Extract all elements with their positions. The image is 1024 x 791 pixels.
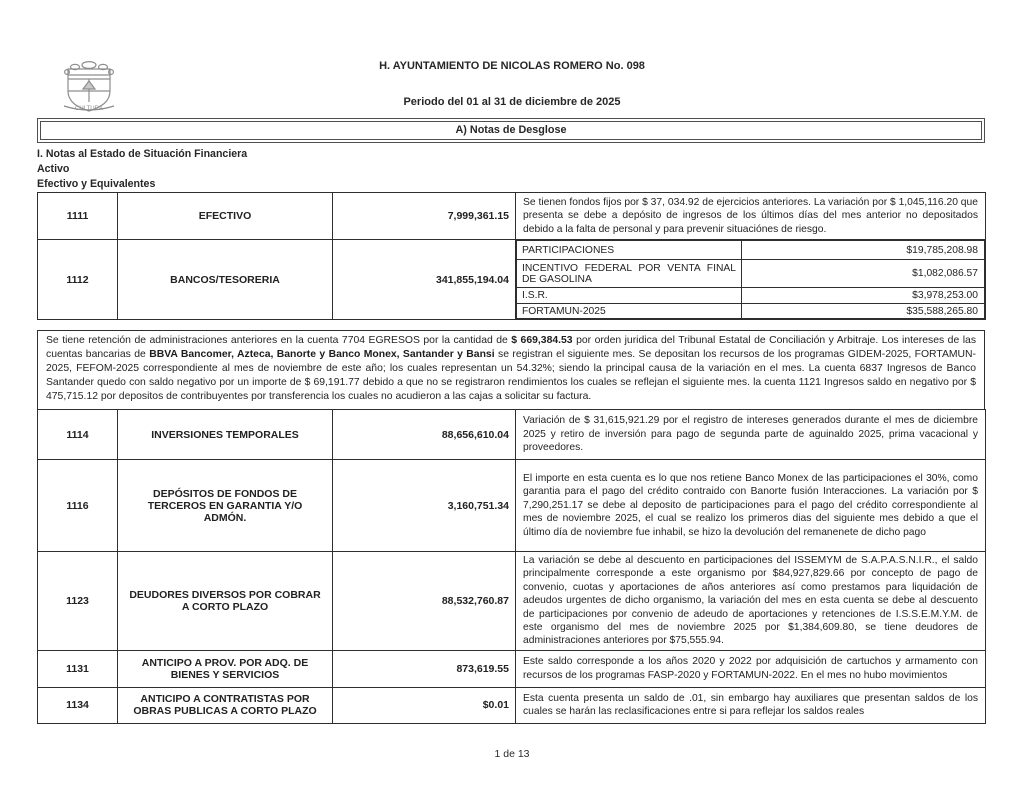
breakdown-label: I.S.R. (517, 288, 742, 304)
report-period: Periodo del 01 al 31 de diciembre de 2025 (403, 96, 621, 108)
table-row (38, 460, 986, 552)
account-note: La variación se debe al descuento en participaciones del ISSEMYM de S.A.P.A.S.N.I.R., el saldo principalmente corresponde a este organismo por $84,927,829.66 por concepto de pago de convenio, cuotas y aportaciones de años anteriores así como prestamos para liquidación de adeudos urgentes de dicho organismo, la variación del mes en esta cuenta se debe al descuento de participaciones por convenio de adeudo de aportaciones y retenciones de I.S.S.E.M.Y.M. de este organismo del mes de noviembre 2025 por $1,384,609.80, se tiene deudores de administraciones anteriores por $75,555.94. (516, 552, 986, 651)
paragraph-segment: Se tiene retención de administraciones anteriores en la cuenta 7704 EGRESOS por la cantidad de (46, 335, 512, 346)
group-heading: Activo (37, 163, 70, 175)
breakdown-amount: $19,785,208.98 (742, 241, 985, 260)
account-note: Se tienen fondos fijos por $ 37, 034.92 de ejercicios anteriores. La variación por $ 1,045,116.20 que presenta se debe a depósito de ingresos de los últimos días del mes anterior no depositados debido a la falta de personal y para prevenir situaciónes de riesgo. (516, 193, 986, 240)
paragraph-banks-bold: BBVA Bancomer, Azteca, Banorte y Banco Monex, Santander y Bansi (149, 348, 495, 360)
account-code: 1131 (38, 650, 118, 687)
table-row (38, 650, 986, 687)
account-code: 1123 (38, 552, 118, 651)
account-code: 1116 (38, 460, 118, 552)
table-row (38, 193, 986, 240)
accounts-table-1 (37, 192, 986, 320)
page-number: 1 de 13 (494, 748, 530, 760)
account-note: Esta cuenta presenta un saldo de .01, sin embargo hay auxiliares que presentan saldos de los cuales se harán las reclasificaciones entre si para reflejar los saldos reales (516, 687, 986, 723)
account-name: EFECTIVO (118, 193, 333, 240)
breakdown-label: PARTICIPACIONES (517, 241, 742, 260)
breakdown-row (517, 260, 985, 288)
account-breakdown (516, 240, 986, 320)
breakdown-label: FORTAMUN-2025 (517, 304, 742, 319)
breakdown-row (517, 304, 985, 319)
accounts-table-2 (37, 409, 986, 724)
account-name: DEUDORES DIVERSOS POR COBRAR A CORTO PLAZO (118, 552, 333, 651)
account-amount: 88,532,760.87 (333, 552, 516, 651)
account-name: BANCOS/TESORERIA (118, 240, 333, 320)
account-name: ANTICIPO A CONTRATISTAS POR OBRAS PUBLICAS A CORTO PLAZO (118, 687, 333, 723)
breakdown-row (517, 288, 985, 304)
account-name: INVERSIONES TEMPORALES (118, 410, 333, 460)
notes-section-title: A) Notas de Desglose (40, 121, 982, 140)
account-note: El importe en esta cuenta es lo que nos retiene Banco Monex de las participaciones el 30%, como garantia para el pago del crédito contraido con Banorte fusión Interacciones. La variación por $ 7,290,251.17 se debe al deposito de participaciones para el pago del crédito correspondiente al mes de noviembre 2025, el cual se realizo los primeros dias del siguiente mes debido a que el último día de noviembre fue inhabil, se hizo la devolución del remanenete de dicho pago (516, 460, 986, 552)
account-note: Este saldo corresponde a los años 2020 y 2022 por adquisición de cartuchos y armamento con recursos de los programas FASP-2020 y FORTAMUN-2022. En el mes no hubo movimientos (516, 650, 986, 687)
retention-note-paragraph (37, 330, 985, 410)
account-code: 1112 (38, 240, 118, 320)
breakdown-label: INCENTIVO FEDERAL POR VENTA FINAL DE GASOLINA (517, 260, 742, 288)
account-code: 1111 (38, 193, 118, 240)
notes-section-box (37, 118, 985, 143)
table-row (38, 410, 986, 460)
account-amount: 873,619.55 (333, 650, 516, 687)
account-name: ANTICIPO A PROV. POR ADQ. DE BIENES Y SERVICIOS (118, 650, 333, 687)
breakdown-amount: $1,082,086.57 (742, 260, 985, 288)
breakdown-amount: $35,588,265.80 (742, 304, 985, 319)
account-amount: 341,855,194.04 (333, 240, 516, 320)
breakdown-amount: $3,978,253.00 (742, 288, 985, 304)
subgroup-heading: Efectivo y Equivalentes (37, 178, 156, 190)
paragraph-amount-bold: $ 669,384.53 (511, 335, 573, 346)
paragraph-segment: se registran el siguiente mes. Se depositan los recursos de los programas GIDEM-2025, FORTAMUN-2025, FEFOM-2025 correspondiente al mes de noviembre de este año; los cuales representan un 54.32%; siendo la principal causa de la variación en el mes. La cuenta 6837 Ingresos de Banco Santander quedo con saldo negativo por un importe de $ 69,191.77 debido a que no se registraron rendimientos los cuales se reflejan el siguiente mes. la cuenta 1121 Ingresos saldo en negativo por $ 475,715.12 por depositos de contribuyentes por transferencia los cuales no acudieron a las cajas a solicitar su factura. (46, 348, 976, 402)
table-row (38, 687, 986, 723)
breakdown-row (517, 241, 985, 260)
note-heading: I. Notas al Estado de Situación Financiera (37, 148, 248, 160)
account-code: 1134 (38, 687, 118, 723)
account-amount: $0.01 (333, 687, 516, 723)
bank-breakdown-table (516, 240, 985, 319)
account-amount: 3,160,751.34 (333, 460, 516, 552)
crest-banner-text: CULTURA (75, 106, 103, 112)
table-row (38, 552, 986, 651)
table-row (38, 240, 986, 320)
page-title: H. AYUNTAMIENTO DE NICOLAS ROMERO No. 098 (379, 60, 645, 72)
account-name: DEPÓSITOS DE FONDOS DE TERCEROS EN GARANTIA Y/O ADMÓN. (118, 460, 333, 552)
account-amount: 88,656,610.04 (333, 410, 516, 460)
account-amount: 7,999,361.15 (333, 193, 516, 240)
account-code: 1114 (38, 410, 118, 460)
paragraph-segment: por orden juridica del Tribunal Estatal de Conciliación y Arbitraje. Los intereses de las cuentas bancarias de (46, 335, 977, 360)
account-note: Variación de $ 31,615,921.29 por el registro de intereses generados durante el mes de diciembre 2025 y retiro de inversión para pago de segunda parte de aguinaldo 2025, prima vacacional y proveedores. (516, 410, 986, 460)
